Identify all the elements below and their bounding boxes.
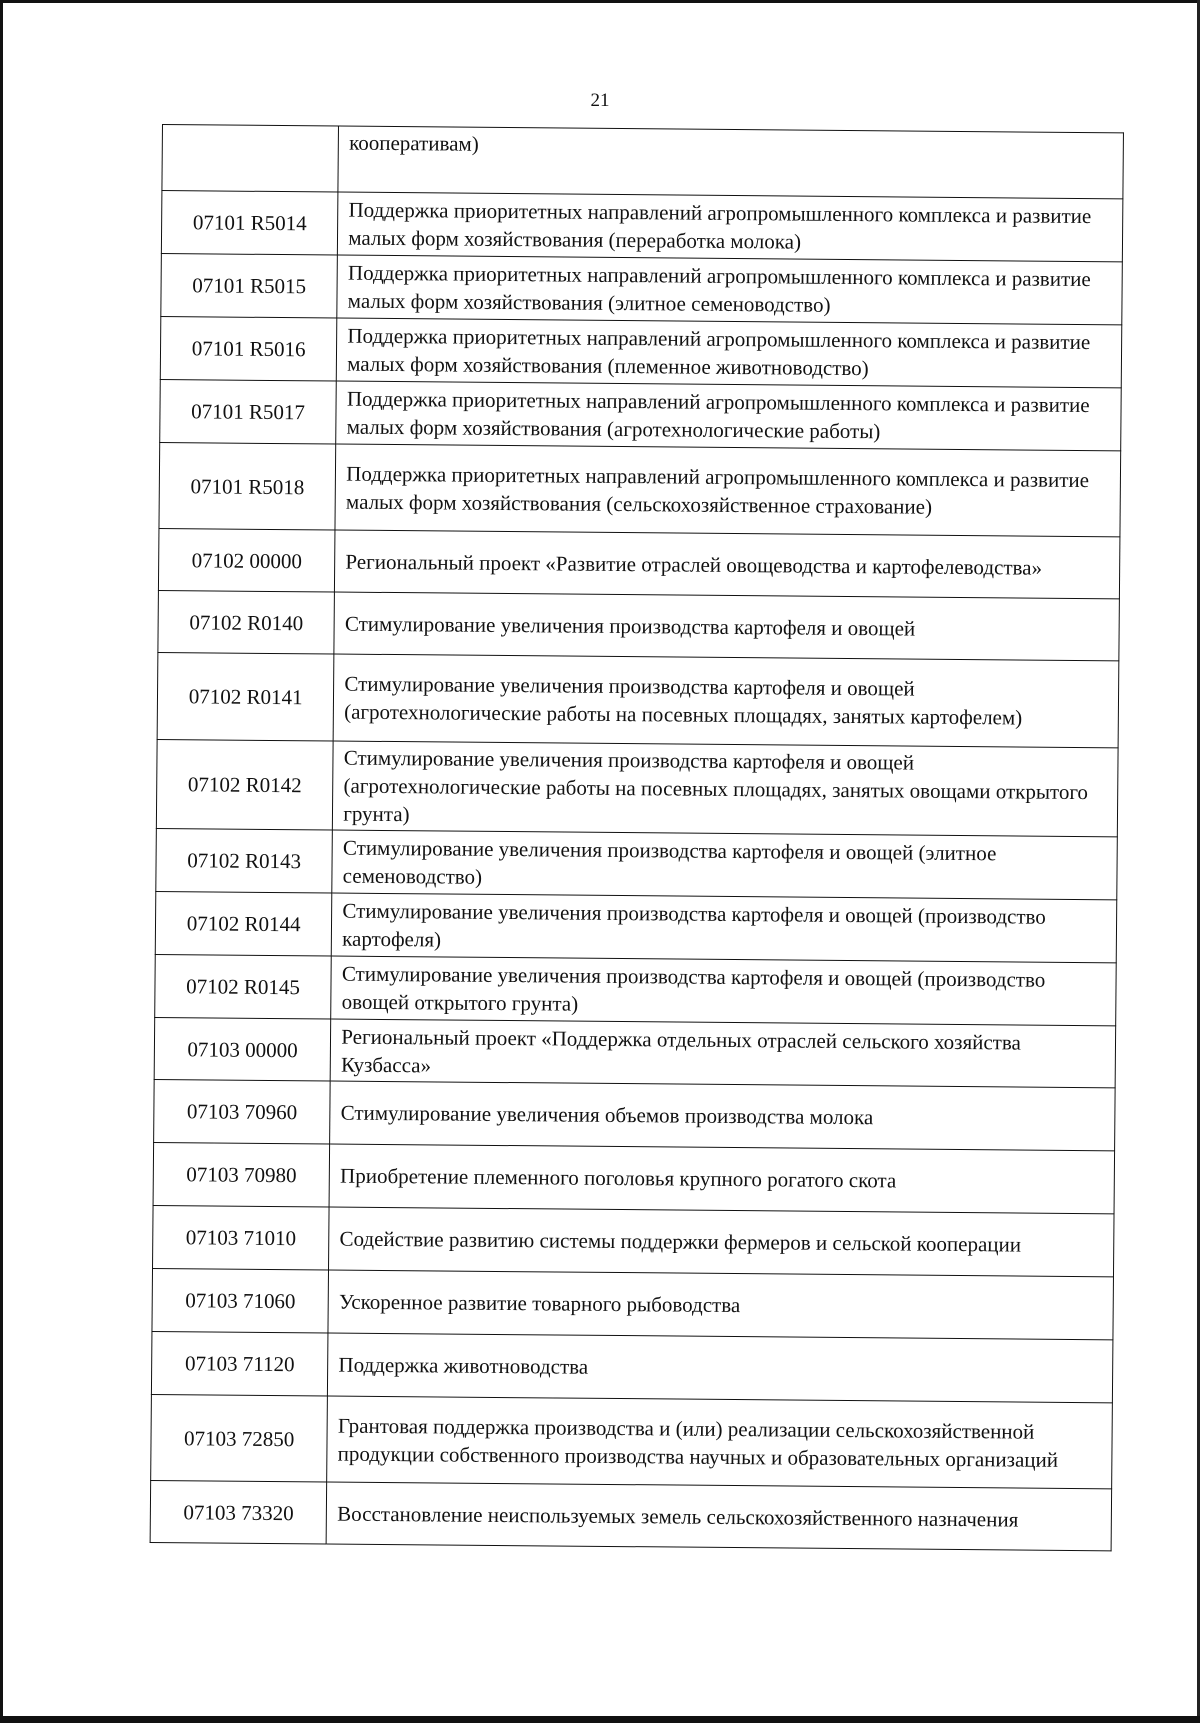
table-row [158,528,1120,598]
table-row [154,1079,1116,1150]
row-description: Поддержка приоритетных направлений агропромышленного комплекса и развитие малых форм хозяйствования (сельскохозяйственное страхование) [335,444,1120,537]
row-description: Стимулирование увеличения производства картофеля и овощей [334,592,1119,661]
row-code: 07103 70980 [153,1142,330,1207]
table-row [162,125,1124,199]
table-row [155,954,1117,1025]
row-description: Региональный проект «Развитие отраслей овощеводства и картофелеводства» [335,530,1120,599]
row-code: 07101 R5015 [161,253,338,318]
row-code: 07102 R0142 [156,739,333,830]
table-row [154,1017,1116,1087]
row-code: 07102 R0141 [157,652,334,741]
row-description: Грантовая поддержка производства и (или) реализации сельскохозяйственной продукции собственного производства научных и образовательных организаций [327,1396,1112,1489]
table-row [157,652,1119,747]
table-row [156,739,1118,836]
row-code: 07102 R0145 [155,954,332,1019]
row-code: 07103 72850 [151,1394,328,1482]
scan-border-top [0,0,1200,3]
table-row [158,590,1120,660]
row-code: 07102 R0144 [155,891,332,956]
row-description: Стимулирование увеличения объемов производства молока [330,1081,1115,1151]
row-code: 07101 R5018 [159,442,336,530]
scan-border-bottom [0,1716,1200,1723]
row-description: Стимулирование увеличения производства картофеля и овощей (производство овощей открытого грунта) [331,956,1116,1026]
scan-border-left [0,0,3,1723]
row-description: Стимулирование увеличения производства картофеля и овощей (элитное семеноводство) [332,830,1117,900]
table-row [152,1268,1114,1339]
table-row [151,1394,1113,1488]
row-code: 07103 71120 [151,1331,328,1396]
row-description: Содействие развитию системы поддержки фермеров и сельской кооперации [329,1207,1114,1277]
row-code: 07103 00000 [154,1017,331,1081]
table-row [156,828,1118,899]
row-code: 07101 R5017 [160,379,337,444]
table-row [151,1331,1113,1402]
row-code: 07103 71010 [153,1205,330,1270]
row-description: Стимулирование увеличения производства картофеля и овощей (агротехнологические работы на посевных площадях, занятых овощами открытого грунта) [333,741,1118,837]
table-row [153,1142,1115,1213]
table-row [160,316,1122,387]
table-row [150,1480,1112,1550]
row-code: 07102 R0140 [158,590,335,654]
row-code: 07102 00000 [158,528,335,592]
row-description: Приобретение племенного поголовья крупного рогатого скота [329,1144,1114,1214]
row-code: 07101 R5014 [161,191,338,256]
budget-codes-table [150,124,1124,1551]
row-description: Стимулирование увеличения производства картофеля и овощей (агротехнологические работы на посевных площадях, занятых картофелем) [333,654,1118,748]
table-row [155,891,1117,962]
row-description: Поддержка животноводства [328,1333,1113,1403]
table-row [160,379,1122,450]
row-code: 07101 R5016 [160,316,337,381]
row-description: Ускоренное развитие товарного рыбоводства [328,1270,1113,1340]
table-row [161,191,1123,262]
row-code: 07103 71060 [152,1268,329,1333]
row-code: 07102 R0143 [156,828,333,893]
row-description: Поддержка приоритетных направлений агропромышленного комплекса и развитие малых форм хозяйствования (агротехнологические работы) [336,381,1121,451]
row-description: Поддержка приоритетных направлений агропромышленного комплекса и развитие малых форм хозяйствования (переработка молока) [338,192,1123,262]
table-row [161,253,1123,324]
row-description: Стимулирование увеличения производства картофеля и овощей (производство картофеля) [332,893,1117,963]
row-code [162,125,339,193]
page-number: 21 [590,90,610,111]
row-description: Поддержка приоритетных направлений агропромышленного комплекса и развитие малых форм хозяйствования (элитное семеноводство) [337,255,1122,325]
table-row [159,442,1121,536]
row-description: Региональный проект «Поддержка отдельных отраслей сельского хозяйства Кузбасса» [330,1019,1115,1088]
row-description: Поддержка приоритетных направлений агропромышленного комплекса и развитие малых форм хозяйствования (племенное животноводство) [337,318,1122,388]
row-code: 07103 70960 [154,1079,331,1144]
row-code: 07103 73320 [150,1480,327,1544]
row-description: Восстановление неиспользуемых земель сельскохозяйственного назначения [326,1482,1111,1551]
table-row [153,1205,1115,1276]
row-description: кооперативам) [338,126,1123,199]
